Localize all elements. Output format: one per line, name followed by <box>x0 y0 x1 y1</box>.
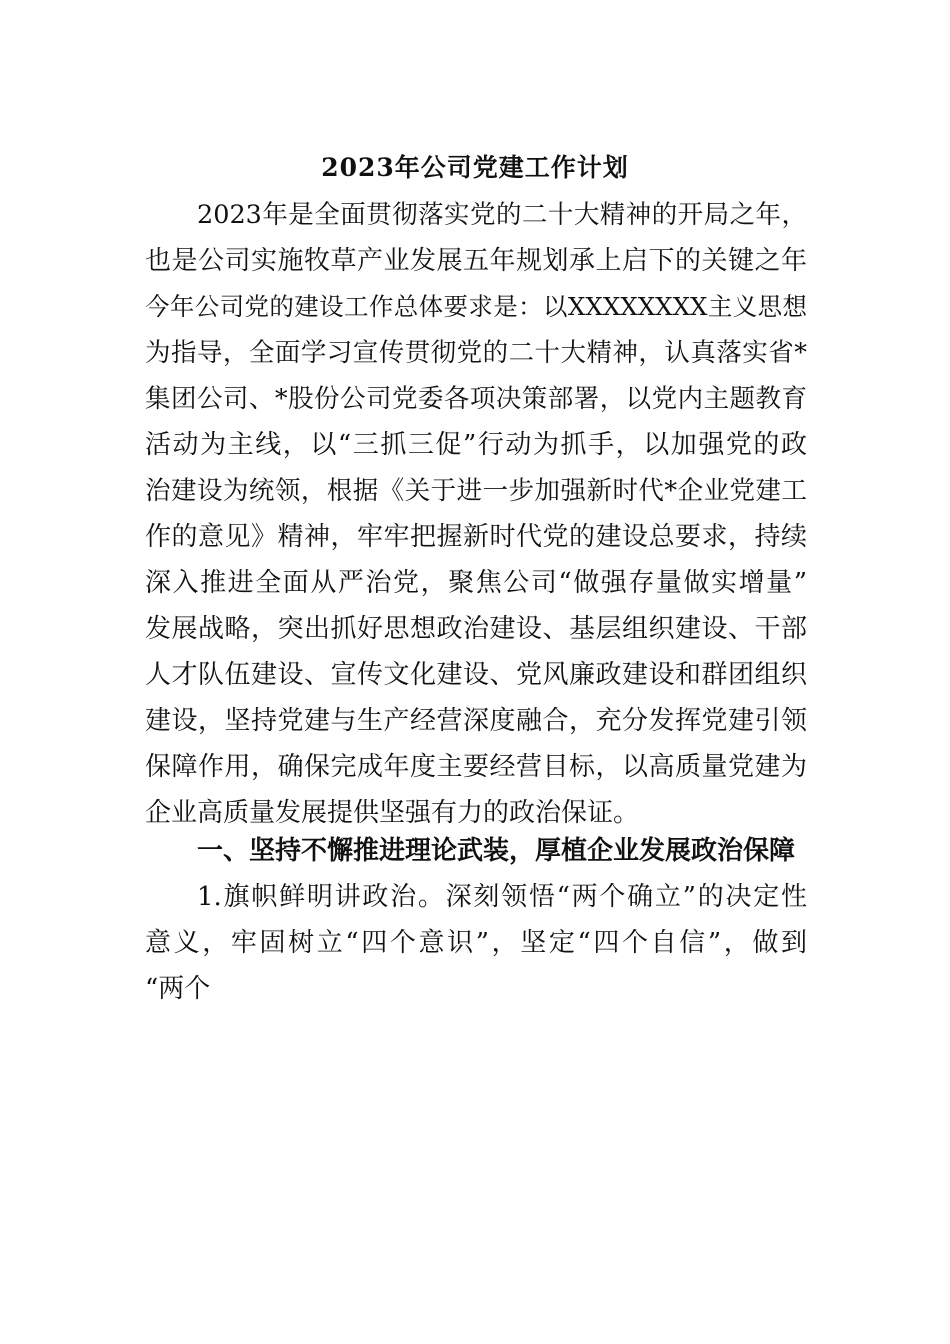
intro-line: 保障作用，确保完成年度主要经营目标，以高质量党建为 <box>145 752 807 782</box>
section-line: “两个 <box>145 974 211 1004</box>
intro-line: 人才队伍建设、宣传文化建设、党风廉政建设和群团组织 <box>145 660 807 690</box>
section-line: 意义，牢固树立“四个意识”，坚定“四个自信”，做到 <box>145 928 807 958</box>
section-paragraph <box>145 874 807 1012</box>
intro-line: 为指导，全面学习宣传贯彻党的二十大精神，认真落实省* <box>145 338 807 368</box>
intro-line: 企业高质量发展提供坚强有力的政治保证。 <box>145 798 640 828</box>
intro-line: 发展战略，突出抓好思想政治建设、基层组织建设、干部 <box>145 614 807 644</box>
section-heading-block <box>145 828 807 874</box>
intro-line: 作的意见》精神，牢牢把握新时代党的建设总要求，持续 <box>145 522 807 552</box>
intro-line: 也是公司实施牧草产业发展五年规划承上启下的关键之年 <box>145 246 807 276</box>
intro-line: 治建设为统领，根据《关于进一步加强新时代*企业党建工 <box>145 476 807 506</box>
intro-line: 集团公司、*股份公司党委各项决策部署，以党内主题教育 <box>145 384 807 414</box>
section-line: 1.旗帜鲜明讲政治。深刻领悟“两个确立”的决定性 <box>197 882 807 912</box>
intro-line: 建设，坚持党建与生产经营深度融合，充分发挥党建引领 <box>145 706 807 736</box>
section-heading: 一、坚持不懈推进理论武装，厚植企业发展政治保障 <box>197 836 796 866</box>
intro-line: 2023年是全面贯彻落实党的二十大精神的开局之年， <box>197 200 807 230</box>
intro-line: 活动为主线，以“三抓三促”行动为抓手，以加强党的政 <box>145 430 807 460</box>
intro-line: 今年公司党的建设工作总体要求是：以XXXXXXXX主义思想 <box>145 292 807 321</box>
intro-line: 深入推进全面从严治党，聚焦公司“做强存量做实增量” <box>145 568 807 598</box>
intro-paragraph <box>145 192 807 836</box>
document-title: 2023年公司党建工作计划 <box>321 153 629 182</box>
